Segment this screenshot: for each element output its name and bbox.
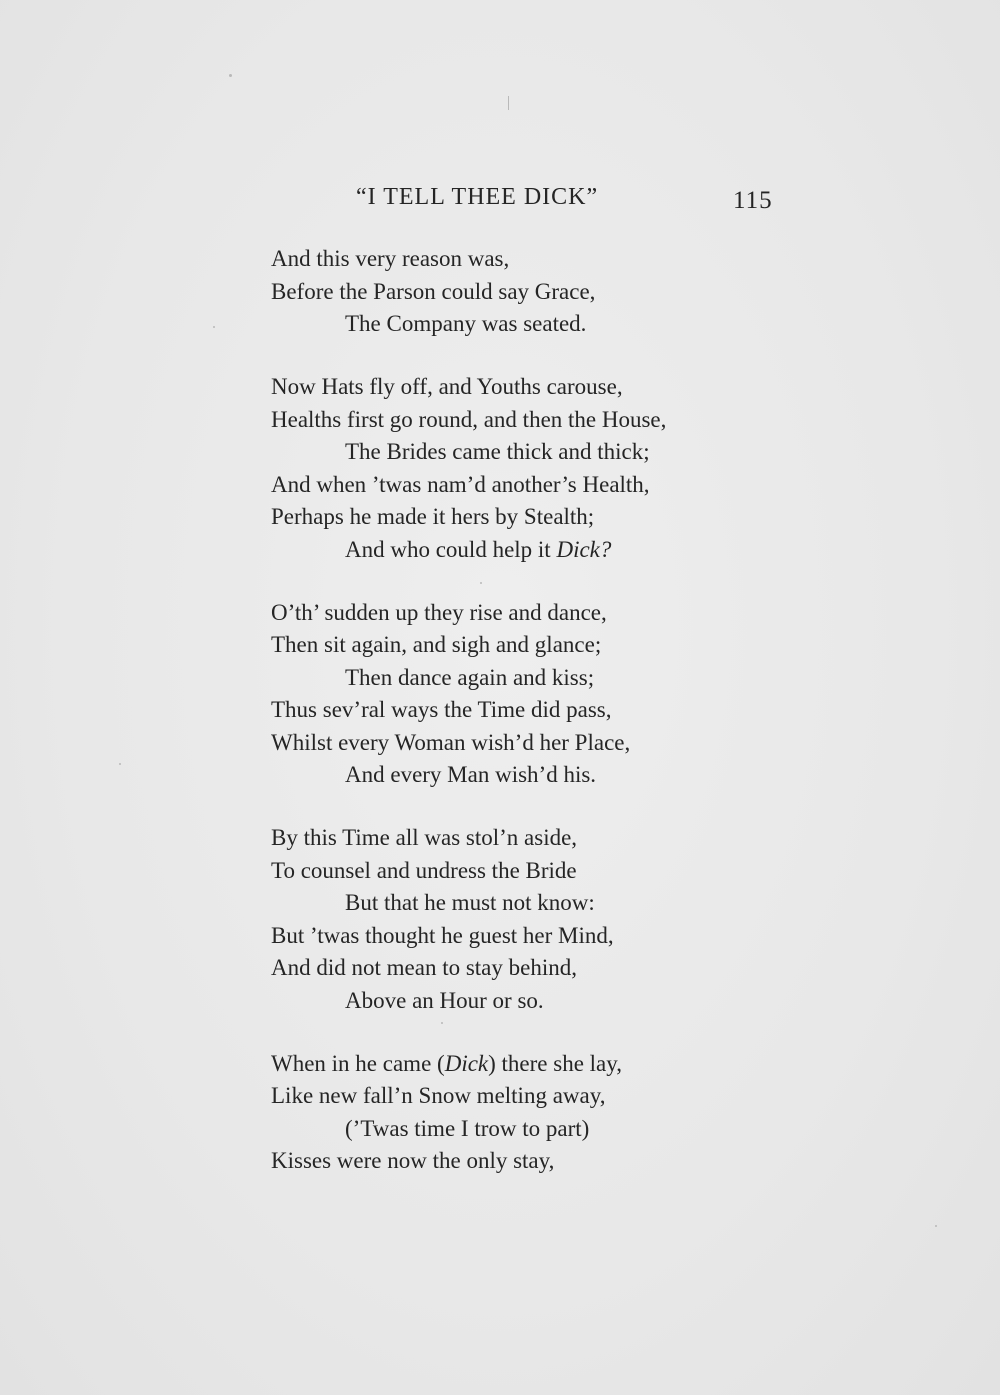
- verse-line-indented: (’Twas time I trow to part): [345, 1115, 590, 1141]
- verse-line-indented: Above an Hour or so.: [345, 987, 544, 1013]
- italic-name: Dick: [444, 1050, 489, 1076]
- paper-speck: [213, 326, 215, 328]
- verse-line: Like new fall’n Snow melting away,: [271, 1083, 606, 1108]
- running-title: “I TELL THEE DICK”: [356, 184, 599, 210]
- verse-line: Then sit again, and sigh and glance;: [271, 632, 602, 657]
- paper-speck: [119, 763, 121, 765]
- verse-line: Perhaps he made it hers by Stealth;: [271, 504, 595, 529]
- verse-line: Kisses were now the only stay,: [271, 1148, 555, 1173]
- paper-speck: [508, 96, 509, 110]
- verse-line-indented: The Company was seated.: [345, 311, 587, 336]
- verse-line: To counsel and undress the Bride: [271, 857, 577, 883]
- verse-line: By this Time all was stol’n aside,: [271, 825, 578, 850]
- verse-line-indented: But that he must not know:: [345, 890, 595, 915]
- verse-line-indented: [271, 534, 791, 567]
- verse-line: Healths first go round, and then the House,: [271, 406, 667, 432]
- stanza: [271, 822, 791, 1017]
- verse-line: Now Hats fly off, and Youths carouse,: [271, 374, 623, 399]
- stanza: [271, 1048, 791, 1178]
- verse-line: And did not mean to stay behind,: [271, 955, 577, 980]
- verse-line: O’th’ sudden up they rise and dance,: [271, 599, 607, 625]
- verse-line: [271, 1048, 791, 1081]
- verse-line: But ’twas thought he guest her Mind,: [271, 922, 614, 948]
- verse-text: When in he came (: [271, 1050, 445, 1076]
- italic-name: Dick: [556, 536, 600, 562]
- verse-line: Thus sev’ral ways the Time did pass,: [271, 697, 612, 722]
- verse-line-indented: Then dance again and kiss;: [345, 664, 595, 690]
- verse-line: Before the Parson could say Grace,: [271, 278, 596, 304]
- verse-line: Whilst every Woman wish’d her Place,: [271, 729, 631, 755]
- verse-line-indented: The Brides came thick and thick;: [345, 439, 650, 464]
- verse-punctuation: ?: [599, 536, 612, 562]
- stanza: [271, 597, 791, 792]
- poem-text: [271, 243, 791, 1208]
- paper-speck: [935, 1225, 937, 1227]
- verse-text: And who could help it: [345, 536, 557, 562]
- verse-line-indented: And every Man wish’d his.: [345, 762, 597, 787]
- verse-line: And when ’twas nam’d another’s Health,: [271, 471, 650, 497]
- page-number: 115: [733, 187, 773, 214]
- stanza: [271, 371, 791, 566]
- page-header: [0, 184, 1000, 220]
- verse-text: ) there she lay,: [488, 1050, 623, 1076]
- stanza: [271, 243, 791, 341]
- paper-speck: [229, 74, 232, 77]
- verse-line: And this very reason was,: [271, 246, 510, 271]
